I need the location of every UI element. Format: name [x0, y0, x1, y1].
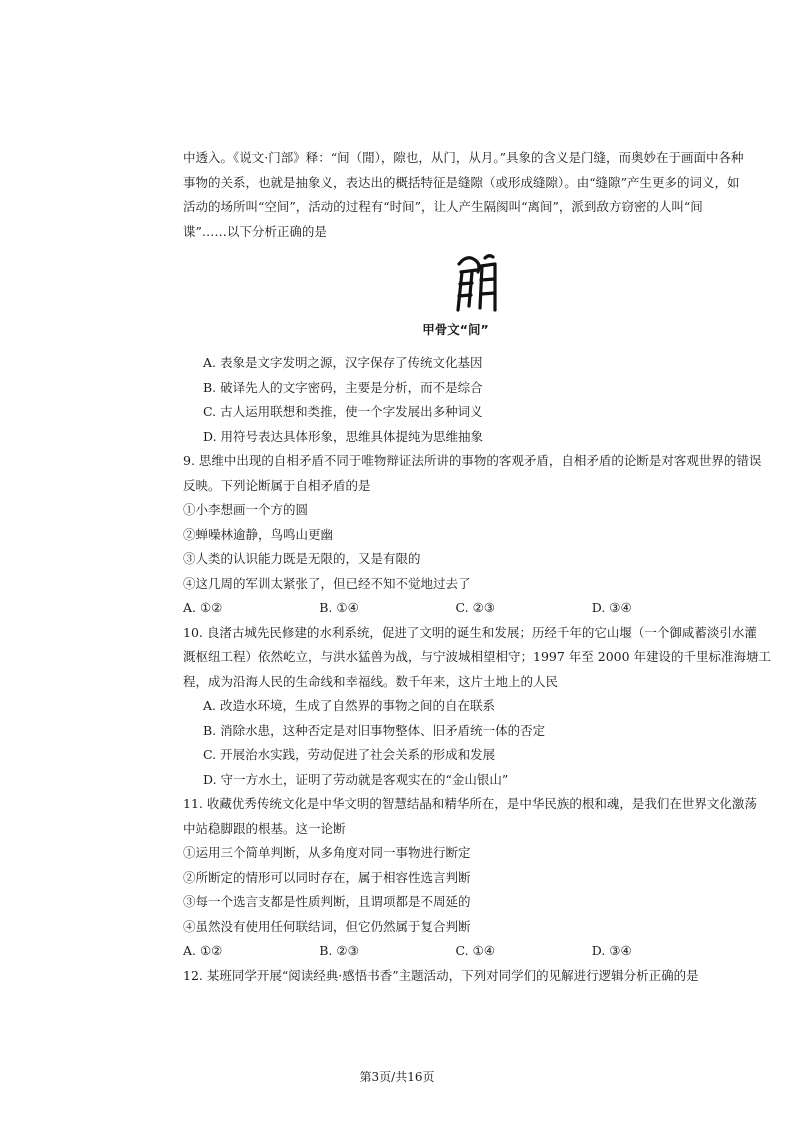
intro-line: 谍”……以下分析正确的是	[183, 223, 327, 239]
intro-line: 中透入。《说文·门部》释：“间（閒），隙也，从门，从月。”具象的含义是门缝，而奥妙在于画面中各种	[183, 150, 744, 165]
question-stem: 溉枢纽工程）依然屹立，与洪水猛兽为战，与宁波城相望相守；1997 年至 2000 年建设的千里标准海塘工	[183, 649, 772, 664]
question-stem: 中站稳脚跟的根基。这一论断	[183, 820, 346, 836]
option-a: A. 改造水环境，生成了自然界的事物之间的自在联系	[203, 698, 495, 713]
statement-item: ④这几周的军训太紧张了，但已经不知不觉地过去了	[183, 575, 471, 591]
page-number: 第3页/共16页	[359, 1070, 435, 1084]
intro-paragraph	[183, 146, 744, 244]
question-stem: 9. 思维中出现的自相矛盾不同于唯物辩证法所讲的事物的客观矛盾，自相矛盾的论断是对客观世界的错误	[183, 453, 762, 468]
choice-a: A. ①②	[183, 943, 223, 958]
page-content	[183, 146, 772, 988]
statement-item: ①小李想画一个方的圆	[183, 502, 309, 517]
choice-d: D. ③④	[591, 600, 632, 615]
question-12	[183, 964, 728, 989]
choice-c: C. ②③	[455, 600, 495, 615]
statement-item: ②所断定的情形可以同时存在，属于相容性选言判断	[183, 869, 471, 885]
choice-d: D. ③④	[591, 943, 632, 958]
option-d: D. 守一方水土，证明了劳动就是客观实在的“金山银山”	[203, 771, 509, 787]
statement-item: ①运用三个简单判断，从多角度对同一事物进行断定	[183, 845, 471, 860]
oracle-bone-figure	[183, 246, 728, 351]
answer-choices	[183, 596, 728, 621]
question-9	[183, 449, 762, 621]
option-c: C. 开展治水实践，劳动促进了社会关系的形成和发展	[203, 747, 496, 762]
choice-a: A. ①②	[183, 600, 223, 615]
answer-choices	[183, 939, 728, 964]
question-10	[183, 621, 772, 793]
option-d: D. 用符号表达具体形象，思维具体提纯为思维抽象	[203, 428, 484, 444]
choice-c: C. ①④	[455, 943, 495, 958]
statement-item: ②蝉噪林逾静，鸟鸣山更幽	[183, 526, 334, 542]
question-stem: 11. 收藏优秀传统文化是中华文明的智慧结晶和精华所在，是中华民族的根和魂，是我们在世界文化激荡	[183, 796, 757, 811]
question-stem: 10. 良渚古城先民修建的水利系统，促进了文明的诞生和发展；历经千年的它山堰（一个御咸蓄淡引水灌	[183, 624, 757, 640]
statement-item: ③人类的认识能力既是无限的，又是有限的	[183, 551, 421, 566]
option-a: A. 表象是文字发明之源，汉字保存了传统文化基因	[203, 355, 483, 370]
choice-b: B. ①④	[319, 600, 359, 615]
option-b: B. 消除水患，这种否定是对旧事物整体、旧矛盾统一体的否定	[203, 722, 546, 738]
choice-b: B. ②③	[319, 943, 359, 958]
question-stem: 12. 某班同学开展“阅读经典·感悟书香”主题活动，下列对同学们的见解进行逻辑分析正确的是	[183, 967, 699, 983]
question-stem: 反映。下列论断属于自相矛盾的是	[183, 477, 371, 493]
oracle-bone-jian-glyph-icon	[445, 250, 505, 314]
q8-options	[183, 351, 728, 449]
option-c: C. 古人运用联想和类推，使一个字发展出多种词义	[203, 404, 483, 419]
intro-line: 事物的关系，也就是抽象义，表达出的概括特征是缝隙（或形成缝隙）。由“缝隙”产生更多的词义，如	[183, 174, 740, 190]
statement-item: ③每一个选言支都是性质判断，且谓项都是不周延的	[183, 894, 471, 909]
question-11	[183, 792, 757, 964]
question-stem: 程，成为沿海人民的生命线和幸福线。数千年来，这片土地上的人民	[183, 673, 559, 689]
intro-line: 活动的场所叫“空间”，活动的过程有“时间”，让人产生隔阂叫“离间”，派到敌方窃密的人叫“间	[183, 199, 703, 214]
statement-item: ④虽然没有使用任何联结词，但它仍然属于复合判断	[183, 918, 471, 934]
option-b: B. 破译先人的文字密码，主要是分析，而不是综合	[203, 379, 483, 395]
figure-caption: 甲骨文“间”	[422, 322, 489, 337]
